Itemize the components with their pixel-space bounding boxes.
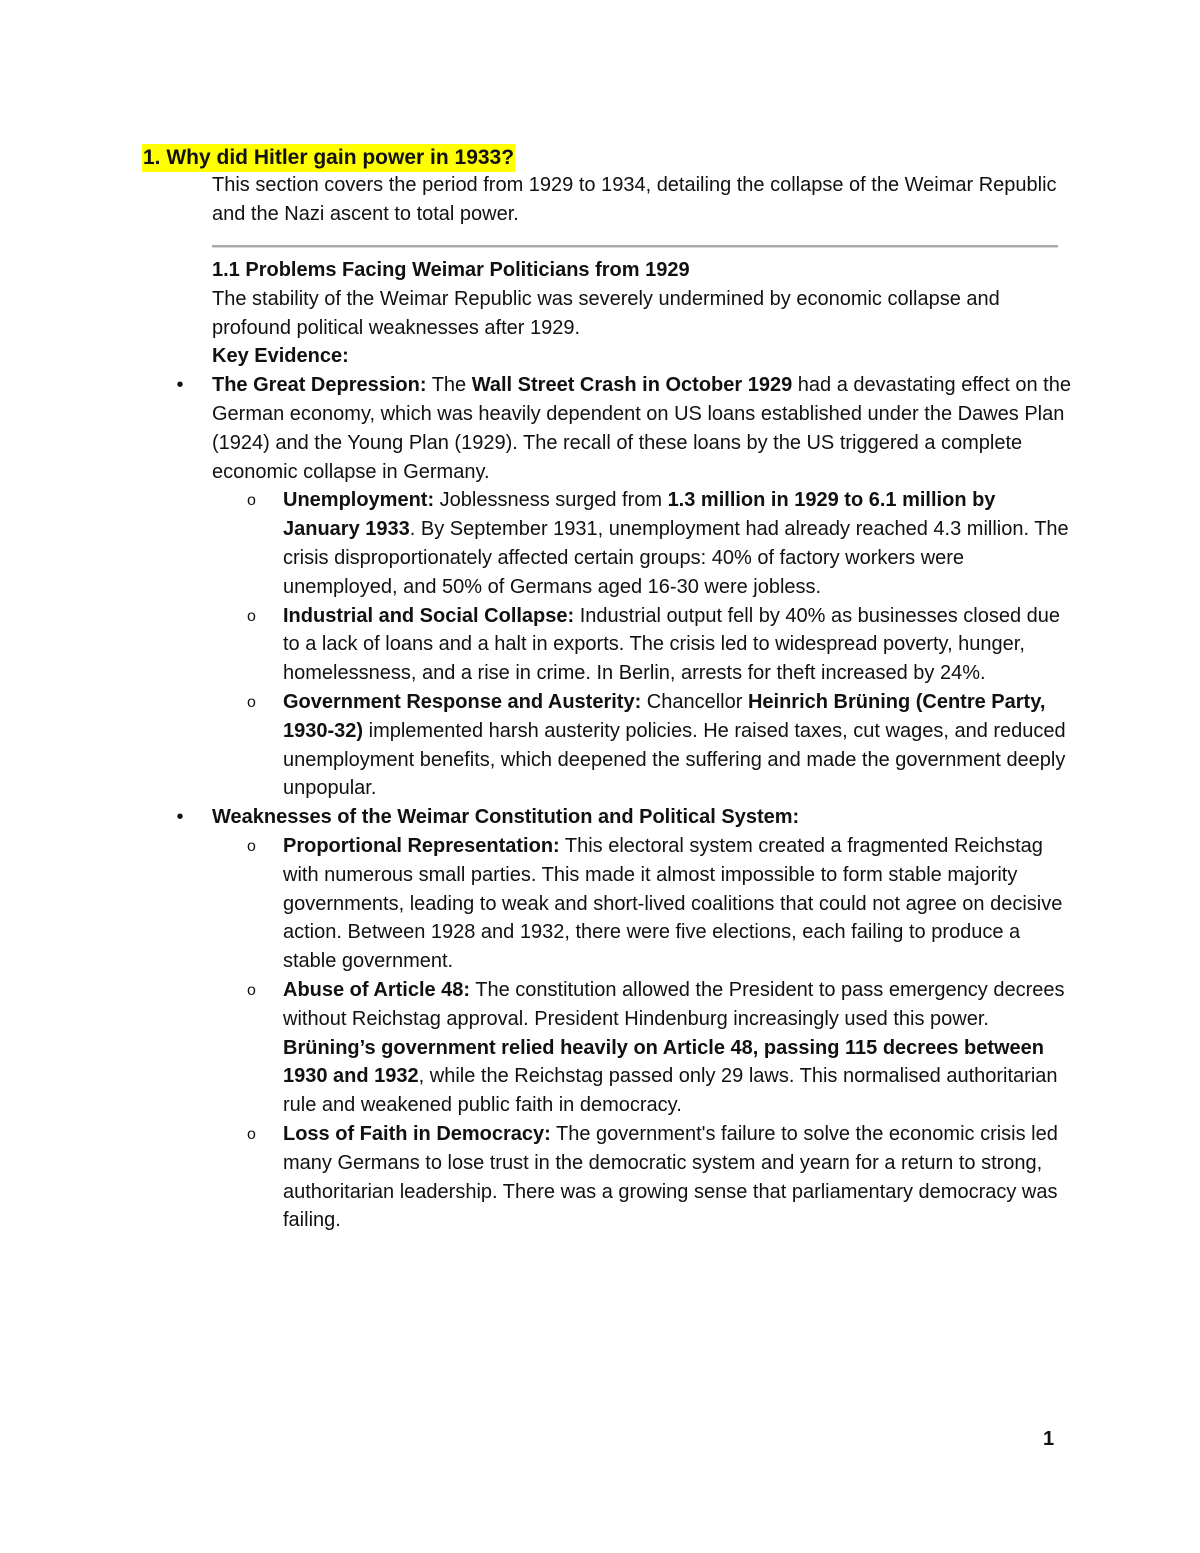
sub-point-bold-text: Proportional Representation: [283, 834, 560, 857]
sub-point-item [247, 688, 1072, 803]
sub-point-text: Industrial output fell by 40% as businesses closed due to a lack of loans and a halt in exports. The crisis led to widespread poverty, hunger, homelessness, and a rise in crime. In Berlin, arrests for theft increased by 24%. [283, 604, 1061, 685]
sub-point-text: implemented harsh austerity policies. He raised taxes, cut wages, and reduced unemployment benefits, which deepened the suffering and made the government deeply unpopular. [283, 719, 1066, 800]
bullet-text: The [426, 374, 472, 397]
evidence-list [176, 371, 1072, 1235]
sub-point-item [247, 976, 1072, 1120]
sub-point-bold-text: Abuse of Article 48: [283, 978, 471, 1001]
sub-point-text: The government's failure to solve the economic crisis led many Germans to lose trust in the democratic system and yearn for a return to strong, authoritarian leadership. There was a growing sense that parliamentary democracy was failing. [283, 1122, 1058, 1232]
page-title: 1. Why did Hitler gain power in 1933? [142, 144, 515, 172]
sub-point-item [247, 1120, 1072, 1235]
evidence-bullet-item [176, 371, 1072, 803]
sub-point-text: . By September 1931, unemployment had already reached 4.3 million. The crisis disproportionately affected certain groups: 40% of factory workers were unemployed, and 50% of Germans aged 16-30 were jobless. [283, 518, 1069, 598]
sub-point-item [247, 486, 1072, 601]
key-evidence-label: Key Evidence: [212, 345, 349, 368]
sub-point-bold-text: Heinrich Brüning (Centre Party, 1930-32) [283, 690, 1046, 742]
sub-point-list [212, 486, 1072, 803]
bullet-bold-text: Wall Street Crash in October 1929 [471, 374, 793, 397]
sub-bullet-icon: o [247, 837, 256, 855]
sub-bullet-icon: o [247, 492, 256, 510]
sub-point-text: Chancellor [641, 690, 748, 713]
evidence-bullet-item [176, 803, 1072, 1235]
section-content [176, 256, 1072, 1235]
section-heading: 1.1 Problems Facing Weimar Politicians from 1929 [212, 259, 690, 281]
sub-point-bold-text: Loss of Faith in Democracy: [283, 1122, 551, 1145]
section-intro: The stability of the Weimar Republic was severely undermined by economic collapse and profound political weaknesses after 1929. [212, 287, 1000, 339]
sub-point-text: This electoral system created a fragmented Reichstag with numerous small parties. This made it almost impossible to form stable majority governments, leading to weak and short-lived coalitions that could not agree on decisive action. Between 1928 and 1932, there were five elections, each failing to produce a stable government. [283, 834, 1063, 973]
sub-point-item [247, 832, 1072, 976]
bullet-text: had a devastating effect on the German economy, which was heavily dependent on US loans established under the Dawes Plan (1924) and the Young Plan (1929). The recall of these loans by the US triggered a complete economic collapse in Germany. [212, 374, 1071, 483]
sub-point-bold-text: 1.3 million in 1929 to 6.1 million by January 1933 [283, 489, 996, 541]
sub-point-bold-text: Government Response and Austerity: [283, 690, 642, 713]
sub-point-text: , while the Reichstag passed only 29 laws. This normalised authoritarian rule and weakened public faith in democracy. [283, 1065, 1058, 1117]
bullet-text [212, 371, 1072, 486]
page-number: 1 [1043, 1428, 1055, 1450]
intro-paragraph: This section covers the period from 1929 to 1934, detailing the collapse of the Weimar Republic and the Nazi ascent to total power. [212, 174, 1057, 225]
bullet-bold-text: Weaknesses of the Weimar Constitution and Political System: [212, 806, 800, 829]
sub-point-text: Joblessness surged from [434, 489, 668, 512]
sub-point-list [212, 832, 1072, 1235]
sub-point-text: The constitution allowed the President to pass emergency decrees without Reichstag approval. President Hindenburg increasingly used this power. [283, 978, 1065, 1030]
sub-point-bold-text: Industrial and Social Collapse: [283, 604, 575, 627]
horizontal-divider [212, 245, 1058, 247]
bullet-text [212, 803, 1072, 832]
sub-point-item [247, 602, 1072, 688]
sub-bullet-icon: o [247, 1125, 256, 1143]
sub-bullet-icon: o [247, 607, 256, 625]
bullet-icon: • [176, 806, 184, 829]
bullet-bold-text: The Great Depression: [212, 374, 427, 397]
sub-point-bold-text: Brüning’s government relied heavily on Article 48, passing 115 decrees between 1930 and 1932 [283, 1036, 1045, 1088]
bullet-icon: • [176, 374, 184, 397]
sub-point-bold-text: Unemployment: [283, 489, 435, 512]
sub-bullet-icon: o [247, 981, 256, 999]
sub-bullet-icon: o [247, 693, 256, 711]
